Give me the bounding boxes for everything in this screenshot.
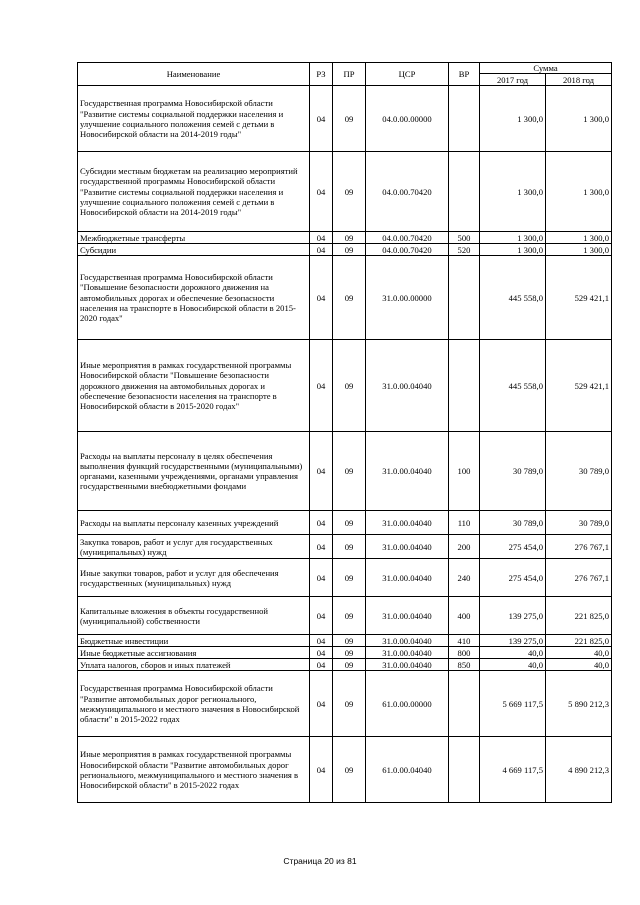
cell-rz: 04 (310, 244, 333, 256)
cell-csr: 31.0.00.00000 (366, 256, 449, 340)
cell-rz: 04 (310, 535, 333, 559)
cell-pr: 09 (333, 432, 366, 511)
cell-2017: 1 300,0 (480, 152, 546, 232)
cell-csr: 04.0.00.70420 (366, 152, 449, 232)
table-row (78, 232, 612, 244)
cell-name: Бюджетные инвестиции (78, 635, 310, 647)
cell-2018: 276 767,1 (546, 535, 612, 559)
header-rz: РЗ (310, 63, 333, 86)
cell-name: Расходы на выплаты персоналу в целях обеспечения выполнения функций государственными (муниципальными) органами, казенными учреждениями, органами управления государственными внебюджетными фондами (78, 432, 310, 511)
cell-pr: 09 (333, 152, 366, 232)
cell-csr: 31.0.00.04040 (366, 432, 449, 511)
cell-vr: 500 (449, 232, 480, 244)
header-year-2017: 2017 год (480, 74, 546, 86)
cell-vr (449, 256, 480, 340)
table-row (78, 86, 612, 152)
header-year-2018: 2018 год (546, 74, 612, 86)
cell-pr: 09 (333, 511, 366, 535)
cell-name: Иные мероприятия в рамках государственной программы Новосибирской области "Повышение безопасности дорожного движения на автомобильных дорогах и обеспечение безопасности населения на транспорте в Новосибирской области в 2015-2020 годах" (78, 340, 310, 432)
cell-rz: 04 (310, 152, 333, 232)
cell-vr (449, 737, 480, 803)
cell-vr: 400 (449, 597, 480, 635)
cell-2017: 139 275,0 (480, 597, 546, 635)
cell-pr: 09 (333, 647, 366, 659)
table-row (78, 535, 612, 559)
cell-csr: 04.0.00.70420 (366, 232, 449, 244)
cell-csr: 31.0.00.04040 (366, 511, 449, 535)
cell-2018: 221 825,0 (546, 597, 612, 635)
cell-rz: 04 (310, 659, 333, 671)
cell-2018: 529 421,1 (546, 340, 612, 432)
cell-vr (449, 340, 480, 432)
cell-2018: 4 890 212,3 (546, 737, 612, 803)
cell-rz: 04 (310, 671, 333, 737)
cell-2017: 1 300,0 (480, 86, 546, 152)
cell-rz: 04 (310, 432, 333, 511)
cell-vr: 100 (449, 432, 480, 511)
table-row (78, 597, 612, 635)
cell-2017: 1 300,0 (480, 244, 546, 256)
table-row (78, 511, 612, 535)
cell-2017: 445 558,0 (480, 256, 546, 340)
cell-vr (449, 671, 480, 737)
cell-vr: 520 (449, 244, 480, 256)
cell-csr: 61.0.00.04040 (366, 737, 449, 803)
page-number: Страница 20 из 81 (283, 856, 357, 866)
cell-csr: 31.0.00.04040 (366, 647, 449, 659)
cell-2018: 40,0 (546, 659, 612, 671)
table-row (78, 671, 612, 737)
cell-name: Субсидии (78, 244, 310, 256)
cell-pr: 09 (333, 244, 366, 256)
cell-rz: 04 (310, 597, 333, 635)
cell-2017: 30 789,0 (480, 432, 546, 511)
cell-rz: 04 (310, 340, 333, 432)
cell-2018: 276 767,1 (546, 559, 612, 597)
table-row (78, 635, 612, 647)
cell-vr (449, 86, 480, 152)
cell-2017: 445 558,0 (480, 340, 546, 432)
cell-vr: 200 (449, 535, 480, 559)
header-name: Наименование (78, 63, 310, 86)
header-vr: ВР (449, 63, 480, 86)
budget-table (77, 62, 612, 803)
cell-2017: 139 275,0 (480, 635, 546, 647)
cell-2018: 30 789,0 (546, 511, 612, 535)
cell-pr: 09 (333, 535, 366, 559)
cell-name: Государственная программа Новосибирской области "Развитие системы социальной поддержки населения и улучшение социального положения семей с детьми в Новосибирской области на 2014-2019 годы" (78, 86, 310, 152)
table-row (78, 647, 612, 659)
cell-name: Субсидии местным бюджетам на реализацию мероприятий государственной программы Новосибирской области "Развитие системы социальной поддержки населения и улучшение социального положения семей с детьми в Новосибирской области на 2014-2019 годы" (78, 152, 310, 232)
cell-pr: 09 (333, 597, 366, 635)
cell-vr: 800 (449, 647, 480, 659)
cell-2018: 529 421,1 (546, 256, 612, 340)
cell-name: Уплата налогов, сборов и иных платежей (78, 659, 310, 671)
table-row (78, 244, 612, 256)
cell-2018: 1 300,0 (546, 86, 612, 152)
cell-vr: 410 (449, 635, 480, 647)
cell-rz: 04 (310, 647, 333, 659)
cell-2017: 1 300,0 (480, 232, 546, 244)
cell-pr: 09 (333, 635, 366, 647)
cell-2018: 30 789,0 (546, 432, 612, 511)
cell-csr: 04.0.00.70420 (366, 244, 449, 256)
cell-rz: 04 (310, 256, 333, 340)
cell-pr: 09 (333, 256, 366, 340)
cell-rz: 04 (310, 86, 333, 152)
cell-name: Государственная программа Новосибирской области "Развитие автомобильных дорог регионального, межмуниципального и местного значения в Новосибирской области" в 2015-2022 годах (78, 671, 310, 737)
cell-name: Иные закупки товаров, работ и услуг для обеспечения государственных (муниципальных) нужд (78, 559, 310, 597)
cell-name: Расходы на выплаты персоналу казенных учреждений (78, 511, 310, 535)
table-row (78, 659, 612, 671)
table-row (78, 256, 612, 340)
cell-2017: 40,0 (480, 647, 546, 659)
cell-rz: 04 (310, 559, 333, 597)
table-row (78, 340, 612, 432)
cell-csr: 31.0.00.04040 (366, 659, 449, 671)
cell-name: Иные мероприятия в рамках государственной программы Новосибирской области "Развитие автомобильных дорог регионального, межмуниципального и местного значения в Новосибирской области" в 2015-2022 годах (78, 737, 310, 803)
header-pr: ПР (333, 63, 366, 86)
cell-pr: 09 (333, 232, 366, 244)
cell-rz: 04 (310, 232, 333, 244)
table-row (78, 432, 612, 511)
header-sum: Сумма (480, 63, 612, 74)
cell-name: Государственная программа Новосибирской области "Повышение безопасности дорожного движения на автомобильных дорогах и обеспечение безопасности населения на транспорте в Новосибирской области в 2015-2020 годах" (78, 256, 310, 340)
cell-name: Капитальные вложения в объекты государственной (муниципальной) собственности (78, 597, 310, 635)
cell-name: Закупка товаров, работ и услуг для государственных (муниципальных) нужд (78, 535, 310, 559)
cell-csr: 61.0.00.00000 (366, 671, 449, 737)
cell-name: Межбюджетные трансферты (78, 232, 310, 244)
cell-pr: 09 (333, 671, 366, 737)
cell-csr: 31.0.00.04040 (366, 559, 449, 597)
cell-pr: 09 (333, 86, 366, 152)
table-row (78, 152, 612, 232)
cell-csr: 31.0.00.04040 (366, 535, 449, 559)
cell-vr: 850 (449, 659, 480, 671)
cell-vr: 240 (449, 559, 480, 597)
cell-rz: 04 (310, 635, 333, 647)
cell-pr: 09 (333, 340, 366, 432)
cell-2017: 275 454,0 (480, 535, 546, 559)
cell-name: Иные бюджетные ассигнования (78, 647, 310, 659)
cell-2017: 30 789,0 (480, 511, 546, 535)
cell-rz: 04 (310, 511, 333, 535)
cell-2017: 4 669 117,5 (480, 737, 546, 803)
cell-csr: 31.0.00.04040 (366, 340, 449, 432)
cell-vr (449, 152, 480, 232)
cell-2018: 5 890 212,3 (546, 671, 612, 737)
cell-csr: 31.0.00.04040 (366, 635, 449, 647)
cell-csr: 04.0.00.00000 (366, 86, 449, 152)
cell-2017: 5 669 117,5 (480, 671, 546, 737)
cell-2017: 275 454,0 (480, 559, 546, 597)
cell-2018: 1 300,0 (546, 232, 612, 244)
cell-2018: 1 300,0 (546, 244, 612, 256)
cell-2018: 40,0 (546, 647, 612, 659)
cell-rz: 04 (310, 737, 333, 803)
cell-vr: 110 (449, 511, 480, 535)
cell-2018: 221 825,0 (546, 635, 612, 647)
table-row (78, 559, 612, 597)
cell-pr: 09 (333, 737, 366, 803)
cell-2018: 1 300,0 (546, 152, 612, 232)
cell-csr: 31.0.00.04040 (366, 597, 449, 635)
header-csr: ЦСР (366, 63, 449, 86)
cell-pr: 09 (333, 659, 366, 671)
table-row (78, 737, 612, 803)
cell-2017: 40,0 (480, 659, 546, 671)
cell-pr: 09 (333, 559, 366, 597)
